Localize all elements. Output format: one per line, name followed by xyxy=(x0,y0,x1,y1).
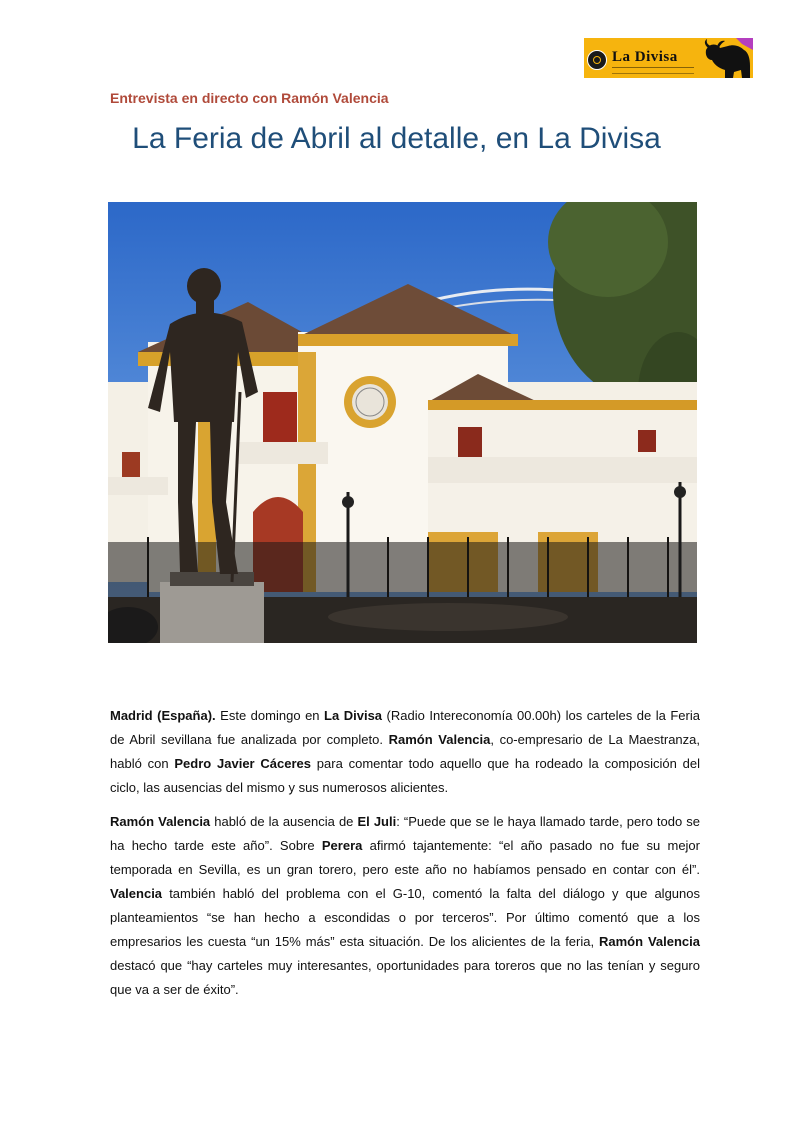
text-segment: afirmó tajantemente: “el año pasado no fue su mejor temporada en Sevilla, es un gran torero, pero este año no habíamos pensado en contar con él”. xyxy=(110,838,700,877)
article-body xyxy=(110,704,700,1012)
bold-segment: Valencia xyxy=(110,886,163,901)
bold-segment: Ramón Valencia xyxy=(388,732,491,747)
text-segment: Este domingo en xyxy=(215,708,325,723)
bullring-photo xyxy=(108,202,697,643)
bold-segment: Ramón Valencia xyxy=(110,814,211,829)
paragraph xyxy=(110,810,700,1002)
text-segment: para comentar todo aquello que ha rodeado la composición del ciclo, las ausencias del mismo y sus numerosos alicientes. xyxy=(110,756,700,795)
text-segment: habló de la ausencia de xyxy=(210,814,358,829)
logo-brand-text: La Divisa xyxy=(612,49,678,65)
bold-segment: Madrid (España). xyxy=(110,708,216,723)
bold-segment: Ramón Valencia xyxy=(599,934,700,949)
text-segment: destacó que “hay carteles muy interesantes, oportunidades para toreros que no las tenían y seguro que va a ser de éxito”. xyxy=(110,958,700,997)
seal-icon xyxy=(587,50,607,70)
paragraph xyxy=(110,704,700,800)
bold-segment: La Divisa xyxy=(324,708,383,723)
page-title: La Feria de Abril al detalle, en La Divisa xyxy=(132,122,661,155)
text-segment: , co-empresario de La Maestranza, habló con xyxy=(110,732,700,771)
text-segment: (Radio Intereconomía 00.00h) los carteles de la Feria de Abril sevillana fue analizada por completo. xyxy=(110,708,700,747)
logo-tagline xyxy=(612,67,694,74)
text-segment: : “Puede que se le haya llamado tarde, pero todo se ha hecho tarde este año”. Sobre xyxy=(110,814,700,853)
bold-segment: El Juli xyxy=(357,814,397,829)
bold-segment: Perera xyxy=(321,838,363,853)
la-divisa-logo xyxy=(584,38,753,78)
text-segment: también habló del problema con el G-10, comentó la falta del diálogo y que algunos planteamientos “se han hecho a escondidas o por terceros”. Por último comentó que a los empresarios les cuesta “un 15% más” esta situación. De los alicientes de la feria, xyxy=(110,886,700,949)
kicker-subheading: Entrevista en directo con Ramón Valencia xyxy=(110,90,389,106)
bold-segment: Pedro Javier Cáceres xyxy=(174,756,311,771)
bull-icon xyxy=(698,38,753,78)
